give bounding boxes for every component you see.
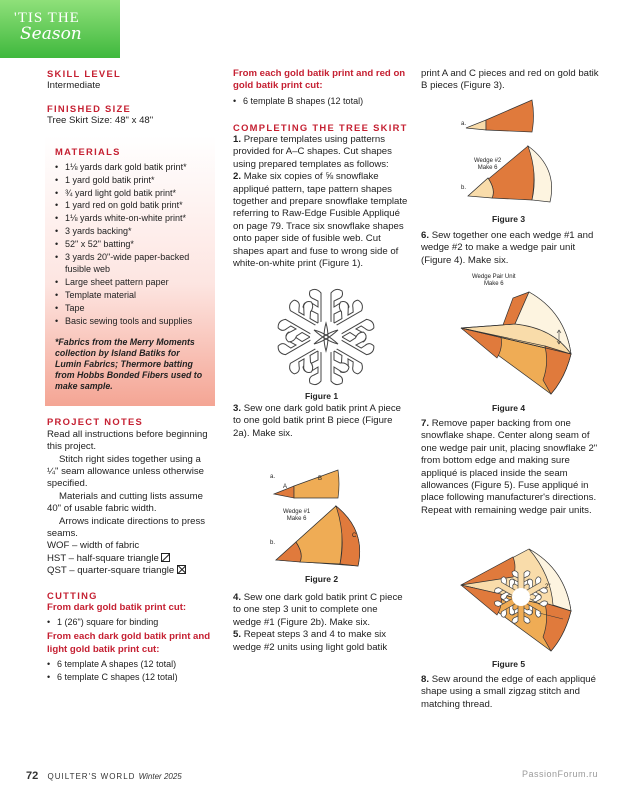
magazine-name: QUILTER'S WORLD [47, 772, 136, 781]
figure-5 [455, 545, 585, 655]
figure-3-caption: Figure 3 [492, 214, 526, 224]
step-3: 3. Sew one dark gold batik print A piece to one gold batik print B piece (Figure 2a). Make six. [233, 403, 402, 439]
material-item: • Template material [55, 289, 207, 302]
fig2-wedge-label: Wedge #1 Make 6 [283, 509, 311, 522]
step-7-block [421, 418, 599, 517]
step-1: 1. Prepare templates using patterns provided for A–C shapes. Cut shapes using prepared templates as follows: [233, 134, 392, 170]
step-5: 5. Repeat steps 3 and 4 to make six wedge #2 units using light gold batik [233, 629, 388, 653]
piece-b [294, 470, 339, 498]
skill-value: Intermediate [47, 80, 101, 92]
material-item: • 3 yards backing* [55, 225, 207, 238]
project-note: Stitch right sides together using a ¼" seam allowance unless otherwise specified. [47, 453, 204, 490]
material-item: • ¾ yard light gold batik print* [55, 187, 207, 200]
cut-subheading: From dark gold batik print cut: [47, 602, 187, 614]
materials-list [55, 161, 207, 327]
fig2-label-C: C [352, 533, 357, 539]
finished-value: Tree Skirt Size: 48" x 48" [47, 115, 154, 127]
cut-item: • 1 (26") square for binding [47, 616, 212, 629]
completing-heading: COMPLETING THE TREE SKIRT [233, 121, 408, 133]
qst-icon [177, 565, 186, 574]
fig2-label-a: a. [270, 474, 276, 480]
cut-item: • 6 template A shapes (12 total) [47, 658, 212, 671]
step-4-5-block [233, 592, 408, 654]
figure-2-caption: Figure 2 [305, 574, 339, 584]
watermark: PassionForum.ru [522, 769, 599, 779]
page-number: 72 [26, 770, 39, 782]
fig2-label-A: A [283, 484, 288, 490]
material-item: • 1⅛ yards dark gold batik print* [55, 161, 207, 174]
material-item: • 1 yard gold batik print* [55, 174, 207, 187]
material-item: • 3 yards 20"-wide paper-backed fusible web [55, 251, 207, 277]
section-badge [0, 0, 120, 58]
material-item: • 1 yard red on gold batik print* [55, 199, 207, 212]
fig3-wedge-label: Wedge #2 Make 6 [474, 158, 502, 171]
fig2-label-b: b. [270, 540, 276, 546]
fig3-label-a: a. [461, 121, 467, 127]
abbr-qst [47, 565, 212, 577]
skill-heading: SKILL LEVEL [47, 68, 122, 79]
materials-box [45, 136, 215, 407]
material-item: • Basic sewing tools and supplies [55, 315, 207, 328]
step-7: 7. Remove paper backing from one snowflake shape. Center along seam of one wedge pair unit, placing snowflake 2" from bottom edge and making sure appliqué is placed inside the seam allowances (Figure 5). Fuse appliqué in place following manufacturer's directions. Repeat with remaining wedge pair units. [421, 418, 598, 516]
cut-item: • 6 template C shapes (12 total) [47, 671, 212, 684]
hst-icon [161, 553, 170, 562]
step-2: 2. Make six copies of ⅝ snowflake appliqué pattern, tape pattern shapes together and prepare snowflake template referring to Raw-Edge Fusible Appliqué on page 79. Trace six snowflake shapes onto paper side of fusible web. Cut shapes apart and fuse to wrong side of white-on-white print (Figure 1). [233, 171, 408, 270]
step-4: 4. Sew one dark gold batik print C piece to one step 3 unit to complete one wedge #1 (Figure 2b). Make six. [233, 592, 403, 628]
step-8-block [421, 674, 599, 711]
page-footer [26, 770, 182, 782]
material-item: • 1⅛ yards white-on-white print* [55, 212, 207, 225]
cutting-heading: CUTTING [47, 589, 98, 601]
snowflake-icon [273, 289, 378, 384]
project-notes-heading: PROJECT NOTES [47, 416, 144, 428]
material-item: • Tape [55, 302, 207, 315]
cut-item: • 6 template B shapes (12 total) [233, 95, 408, 108]
column-left [47, 68, 212, 686]
cut-subheading: From each dark gold batik print and light gold batik print cut: [47, 631, 211, 655]
column-middle [233, 68, 408, 270]
abbr-wof: WOF – width of fabric [47, 540, 140, 552]
step-3-block [233, 403, 408, 440]
step-6-block [421, 230, 599, 267]
cut-subheading: From each gold batik print and red on gold batik print cut: [233, 68, 406, 92]
column-right [421, 68, 599, 93]
badge-season: Season [20, 24, 82, 44]
figure-5-caption: Figure 5 [492, 659, 526, 669]
step-8: 8. Sew around the edge of each appliqué shape using a small zigzag stitch and matching thread. [421, 674, 596, 710]
abbr-hst-text: HST – half-square triangle [47, 552, 159, 564]
material-item: • Large sheet pattern paper [55, 276, 207, 289]
fig5-dimension: 2" [545, 584, 551, 590]
figure-3 [458, 96, 568, 208]
fig3-label-b: b. [461, 185, 467, 191]
step-5-continued: print A and C pieces and red on gold batik B pieces (Figure 3). [421, 68, 599, 92]
figure-1-caption: Figure 1 [305, 391, 339, 401]
figure-4 [455, 288, 585, 400]
step-6: 6. Sew together one each wedge #1 and wedge #2 to make a wedge pair unit (Figure 4). Make six. [421, 230, 594, 266]
fig4-label: Wedge Pair Unit Make 6 [472, 274, 516, 287]
issue: Winter 2025 [138, 772, 182, 781]
figure-4-caption: Figure 4 [492, 403, 526, 413]
materials-heading: MATERIALS [55, 145, 121, 157]
project-note: Materials and cutting lists assume 40" of usable fabric width. [47, 490, 203, 515]
fig2-label-B: B [318, 476, 323, 482]
abbr-qst-text: QST – quarter-square triangle [47, 565, 175, 577]
project-note: Read all instructions before beginning this project. [47, 428, 208, 453]
materials-note: *Fabrics from the Merry Moments collection by Island Batiks for Lumin Fabrics; Thermore batting from Hobbs Bonded Fibers used to make sample. [55, 337, 203, 392]
finished-heading: FINISHED SIZE [47, 102, 132, 114]
material-item: • 52" x 52" batting* [55, 238, 207, 251]
figure-1-snowflake [266, 283, 386, 391]
badge-tis: 'TIS THE [14, 10, 80, 26]
abbr-hst [47, 553, 212, 565]
project-note: Arrows indicate directions to press seams. [47, 515, 206, 540]
